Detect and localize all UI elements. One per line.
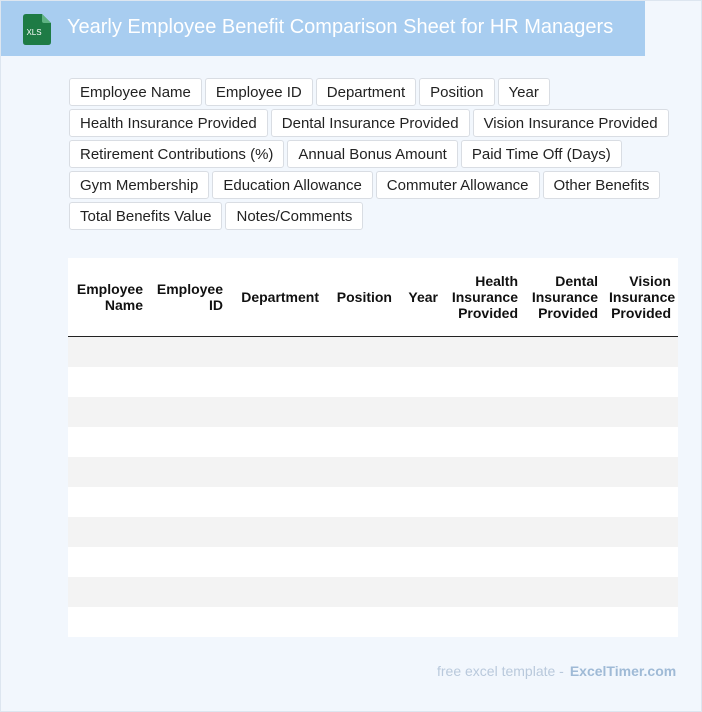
field-tag: Retirement Contributions (%) bbox=[69, 140, 284, 168]
table-cell[interactable] bbox=[326, 547, 399, 577]
table-cell[interactable] bbox=[326, 517, 399, 547]
table-cell[interactable] bbox=[150, 397, 230, 427]
table-cell[interactable] bbox=[399, 367, 445, 397]
table-cell[interactable] bbox=[326, 577, 399, 607]
field-tag: Position bbox=[419, 78, 494, 106]
table-cell[interactable] bbox=[326, 367, 399, 397]
table-cell[interactable] bbox=[399, 337, 445, 368]
table-cell[interactable] bbox=[326, 457, 399, 487]
table-cell[interactable] bbox=[150, 367, 230, 397]
field-tag: Dental Insurance Provided bbox=[271, 109, 470, 137]
table-row bbox=[68, 577, 678, 607]
table-cell[interactable] bbox=[230, 487, 326, 517]
table-row bbox=[68, 517, 678, 547]
field-tag: Employee ID bbox=[205, 78, 313, 106]
table-cell[interactable] bbox=[525, 397, 605, 427]
table-cell[interactable] bbox=[68, 577, 150, 607]
field-tag: Annual Bonus Amount bbox=[287, 140, 457, 168]
table-cell[interactable] bbox=[230, 337, 326, 368]
field-tag: Vision Insurance Provided bbox=[473, 109, 669, 137]
column-header: Position bbox=[326, 258, 399, 337]
table-cell[interactable] bbox=[150, 487, 230, 517]
table-cell[interactable] bbox=[230, 517, 326, 547]
table-cell[interactable] bbox=[525, 547, 605, 577]
table-cell[interactable] bbox=[399, 457, 445, 487]
table-cell[interactable] bbox=[525, 367, 605, 397]
table-cell[interactable] bbox=[68, 487, 150, 517]
table-cell[interactable] bbox=[605, 337, 678, 368]
table-cell[interactable] bbox=[445, 487, 525, 517]
table-cell[interactable] bbox=[605, 397, 678, 427]
field-tag: Health Insurance Provided bbox=[69, 109, 268, 137]
table-cell[interactable] bbox=[68, 517, 150, 547]
table-cell[interactable] bbox=[230, 607, 326, 637]
field-tag: Education Allowance bbox=[212, 171, 372, 199]
table-cell[interactable] bbox=[150, 547, 230, 577]
table-row bbox=[68, 487, 678, 517]
table-cell[interactable] bbox=[605, 427, 678, 457]
field-tag: Notes/Comments bbox=[225, 202, 363, 230]
table-cell[interactable] bbox=[230, 427, 326, 457]
page-title: Yearly Employee Benefit Comparison Sheet for HR Managers bbox=[67, 16, 614, 38]
table-cell[interactable] bbox=[326, 427, 399, 457]
table-cell[interactable] bbox=[605, 607, 678, 637]
table-cell[interactable] bbox=[399, 517, 445, 547]
field-tag: Department bbox=[316, 78, 416, 106]
table-cell[interactable] bbox=[445, 457, 525, 487]
table-cell[interactable] bbox=[605, 577, 678, 607]
table-cell[interactable] bbox=[230, 397, 326, 427]
table-cell[interactable] bbox=[230, 367, 326, 397]
table-cell[interactable] bbox=[68, 547, 150, 577]
table-cell[interactable] bbox=[605, 547, 678, 577]
xls-file-icon bbox=[22, 14, 51, 45]
table-cell[interactable] bbox=[525, 337, 605, 368]
xls-icon-label: XLS bbox=[26, 28, 42, 37]
table-cell[interactable] bbox=[399, 427, 445, 457]
table-cell[interactable] bbox=[605, 487, 678, 517]
table-cell[interactable] bbox=[525, 487, 605, 517]
table-cell[interactable] bbox=[68, 367, 150, 397]
comparison-table bbox=[68, 258, 678, 637]
table-cell[interactable] bbox=[605, 367, 678, 397]
table-cell[interactable] bbox=[326, 487, 399, 517]
column-header: Year bbox=[399, 258, 445, 337]
table-cell[interactable] bbox=[399, 487, 445, 517]
column-header: Dental Insurance Provided bbox=[525, 258, 605, 337]
field-tag: Employee Name bbox=[69, 78, 202, 106]
column-header: Employee ID bbox=[150, 258, 230, 337]
table-cell[interactable] bbox=[326, 397, 399, 427]
table-cell[interactable] bbox=[68, 337, 150, 368]
footer bbox=[437, 663, 676, 679]
table-cell[interactable] bbox=[399, 577, 445, 607]
table-header-row bbox=[68, 258, 678, 337]
table-cell[interactable] bbox=[445, 427, 525, 457]
column-header: Vision Insurance Provided bbox=[605, 258, 678, 337]
table-cell[interactable] bbox=[150, 457, 230, 487]
table-cell[interactable] bbox=[68, 607, 150, 637]
table-cell[interactable] bbox=[150, 427, 230, 457]
table-cell[interactable] bbox=[150, 577, 230, 607]
table-cell[interactable] bbox=[230, 577, 326, 607]
table-cell[interactable] bbox=[326, 607, 399, 637]
column-header: Health Insurance Provided bbox=[445, 258, 525, 337]
table-cell[interactable] bbox=[399, 547, 445, 577]
field-tag: Total Benefits Value bbox=[69, 202, 222, 230]
table-row bbox=[68, 367, 678, 397]
table-cell[interactable] bbox=[445, 547, 525, 577]
table-cell[interactable] bbox=[150, 337, 230, 368]
table-cell[interactable] bbox=[150, 607, 230, 637]
table-cell[interactable] bbox=[150, 517, 230, 547]
table-row bbox=[68, 397, 678, 427]
table-cell[interactable] bbox=[445, 517, 525, 547]
field-tag: Gym Membership bbox=[69, 171, 209, 199]
table-cell[interactable] bbox=[68, 427, 150, 457]
table-cell[interactable] bbox=[445, 397, 525, 427]
table-cell[interactable] bbox=[445, 337, 525, 368]
footer-free-text: free excel template - bbox=[437, 663, 564, 679]
table-cell[interactable] bbox=[445, 607, 525, 637]
table-cell[interactable] bbox=[605, 517, 678, 547]
table-cell[interactable] bbox=[445, 367, 525, 397]
table-cell[interactable] bbox=[525, 427, 605, 457]
table-cell[interactable] bbox=[399, 397, 445, 427]
field-tag: Paid Time Off (Days) bbox=[461, 140, 622, 168]
table-cell[interactable] bbox=[525, 517, 605, 547]
table-cell[interactable] bbox=[230, 457, 326, 487]
field-tag: Commuter Allowance bbox=[376, 171, 540, 199]
header-bar bbox=[1, 1, 645, 56]
footer-brand-link[interactable]: ExcelTimer.com bbox=[569, 663, 677, 679]
table-row bbox=[68, 427, 678, 457]
field-tag: Other Benefits bbox=[543, 171, 661, 199]
field-tag-list bbox=[69, 78, 669, 230]
table-row bbox=[68, 547, 678, 577]
table-cell[interactable] bbox=[68, 397, 150, 427]
table-cell[interactable] bbox=[230, 547, 326, 577]
table-cell[interactable] bbox=[525, 577, 605, 607]
table-cell[interactable] bbox=[605, 457, 678, 487]
field-tag: Year bbox=[498, 78, 550, 106]
table-body bbox=[68, 337, 678, 638]
table-row bbox=[68, 457, 678, 487]
table-row bbox=[68, 607, 678, 637]
column-header: Employee Name bbox=[68, 258, 150, 337]
table-cell[interactable] bbox=[326, 337, 399, 368]
table-row bbox=[68, 337, 678, 368]
column-header: Department bbox=[230, 258, 326, 337]
table-cell[interactable] bbox=[525, 457, 605, 487]
table-cell[interactable] bbox=[68, 457, 150, 487]
table-cell[interactable] bbox=[399, 607, 445, 637]
table-cell[interactable] bbox=[525, 607, 605, 637]
table-cell[interactable] bbox=[445, 577, 525, 607]
